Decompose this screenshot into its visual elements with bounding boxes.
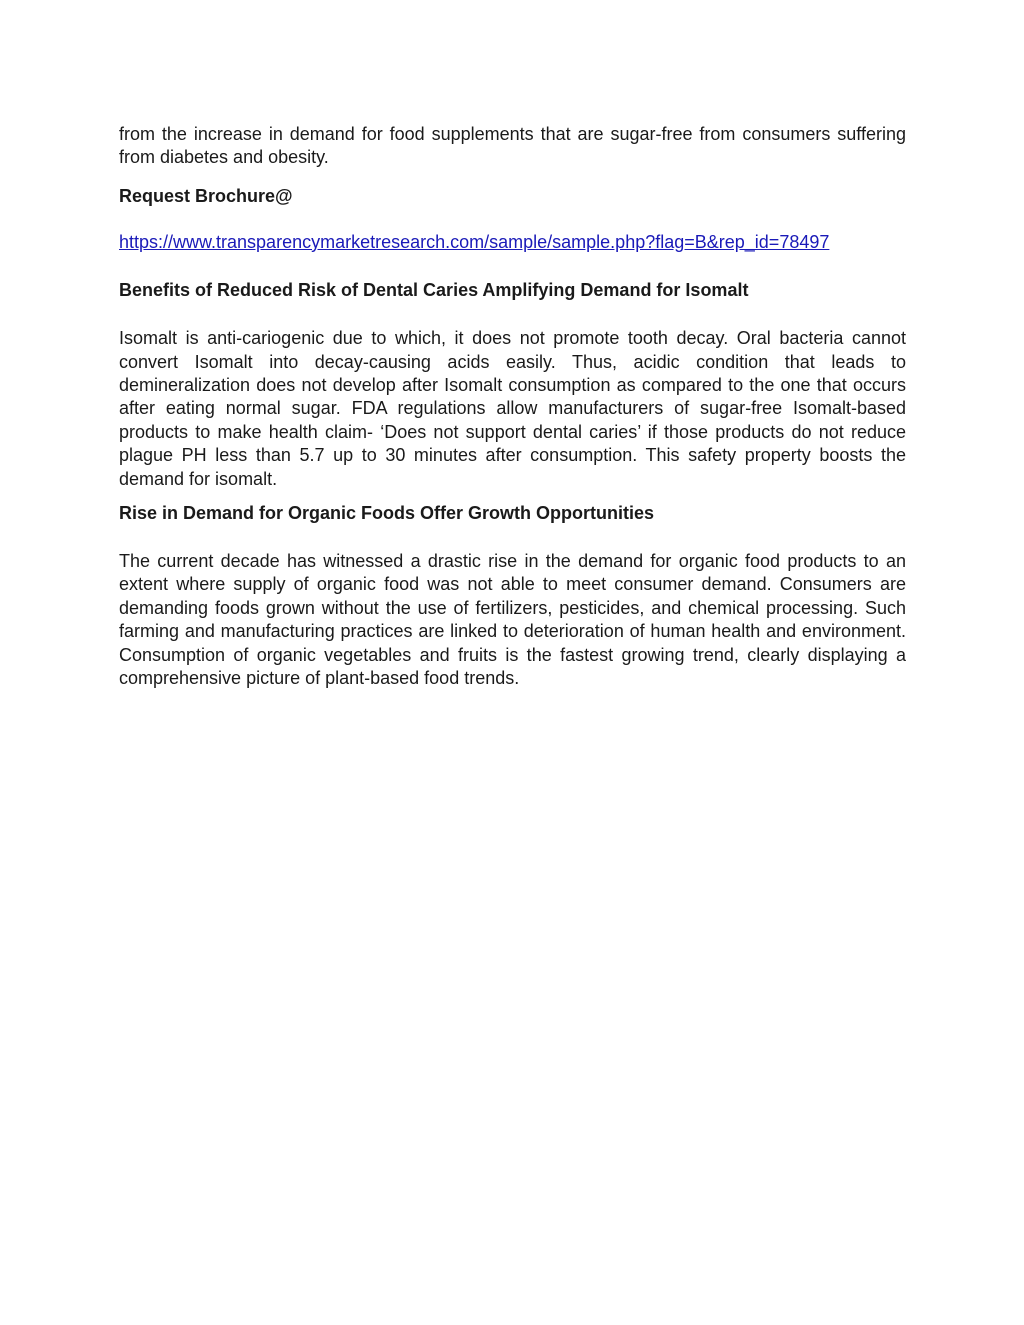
spacer	[119, 208, 906, 231]
intro-paragraph: from the increase in demand for food supplements that are sugar-free from consumers suffering from diabetes and obesity.	[119, 124, 906, 168]
section-heading-organic-foods: Rise in Demand for Organic Foods Offer Growth Opportunities	[119, 503, 655, 524]
spacer	[119, 525, 906, 550]
section-heading-dental-caries: Benefits of Reduced Risk of Dental Caries Amplifying Demand for Isomalt	[119, 280, 749, 301]
spacer	[119, 491, 906, 502]
section-body-organic-foods: The current decade has witnessed a drastic rise in the demand for organic food products to an extent where supply of organic food was not able to meet consumer demand. Consumers are demanding foods grown without the use of fertilizers, pesticides, and chemical processing. Such farming and manufacturing practices are linked to deterioration of human health and environment. Consumption of organic vegetables and fruits is the fastest growing trend, clearly displaying a comprehensive picture of plant-based food trends.	[119, 551, 906, 689]
document-page	[119, 123, 906, 691]
section-body-dental-caries: Isomalt is anti-cariogenic due to which, it does not promote tooth decay. Oral bacteria cannot convert Isomalt into decay-causing acids easily. Thus, acidic condition that leads to demineralization does not develop after Isomalt consumption as compared to the one that occurs after eating normal sugar. FDA regulations allow manufacturers of sugar-free Isomalt-based products to make health claim- ‘Does not support dental caries’ if those products do not reduce plague PH less than 5.7 up to 30 minutes after consumption. This safety property boosts the demand for isomalt.	[119, 328, 906, 489]
brochure-label: Request Brochure@	[119, 185, 293, 206]
spacer	[119, 254, 906, 279]
spacer	[119, 302, 906, 327]
spacer	[119, 170, 906, 185]
brochure-link[interactable]: https://www.transparencymarketresearch.com/sample/sample.php?flag=B&rep_id=78497	[119, 231, 830, 252]
